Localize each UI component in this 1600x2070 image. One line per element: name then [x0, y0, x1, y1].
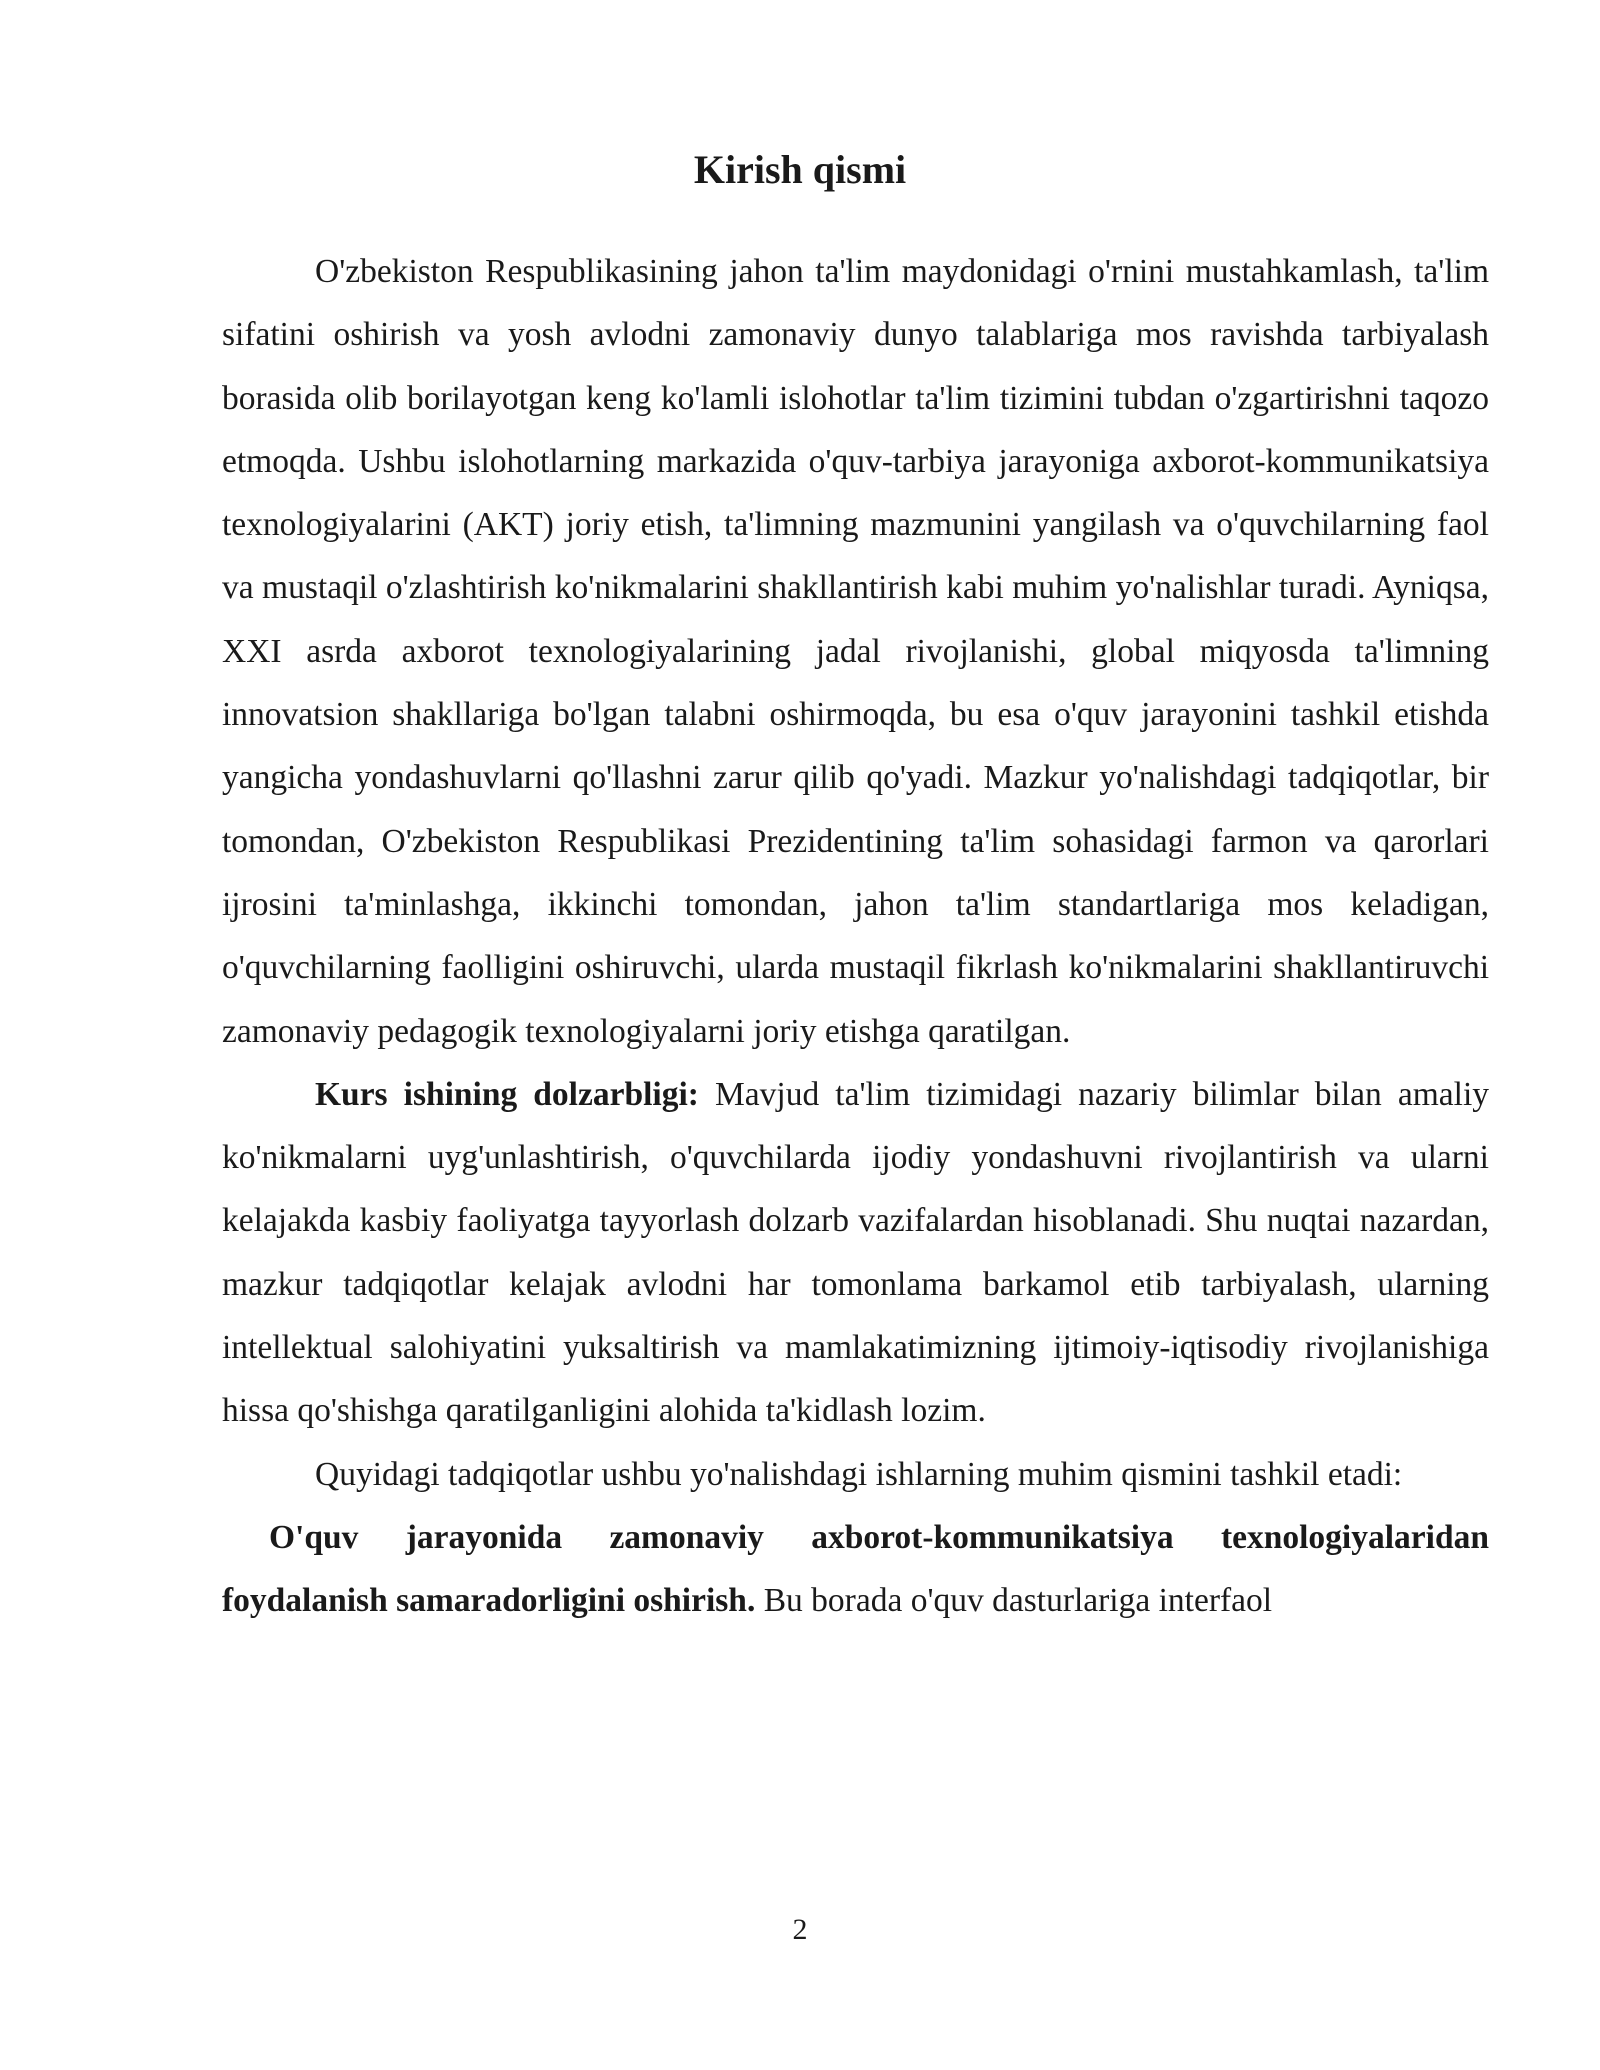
paragraph-relevance: [222, 1063, 1489, 1443]
research-list-intro-text: Quyidagi tadqiqotlar ushbu yo'nalishdagi ishlarning muhim qismini tashkil etadi:: [315, 1455, 1403, 1493]
relevance-text: Mavjud ta'lim tizimidagi nazariy bilimlar bilan amaliy ko'nikmalarni uyg'unlashtirish, o'quvchilarda ijodiy yondashuvni rivojlantirish va ularni kelajakda kasbiy faoliyatga tayyorlash dolzarb vazifalardan hisoblanadi. Shu nuqtai nazardan, mazkur tadqiqotlar kelajak avlodni har tomonlama barkamol etib tarbiyalash, ularning intellektual salohiyatini yuksaltirish va mamlakatimizning ijtimoiy-iqtisodiy rivojlanishiga hissa qo'shishga qaratilganligini alohida ta'kidlash lozim.: [222, 1075, 1489, 1430]
relevance-heading: Kurs ishining dolzarbligi:: [315, 1075, 699, 1113]
paragraph-introduction-text: O'zbekiston Respublikasining jahon ta'lim maydonidagi o'rnini mustahkamlash, ta'lim sifatini oshirish va yosh avlodni zamonaviy dunyo talablariga mos ravishda tarbiyalash borasida olib borilayotgan keng ko'lamli islohotlar ta'lim tizimini tubdan o'zgartirishni taqozo etmoqda. Ushbu islohotlarning markazida o'quv-tarbiya jarayoniga axborot-kommunikatsiya texnologiyalarini (AKT) joriy etish, ta'limning mazmunini yangilash va o'quvchilarning faol va mustaqil o'zlashtirish ko'nikmalarini shakllantirish kabi muhim yo'nalishlar turadi. Ayniqsa, XXI asrda axborot texnologiyalarining jadal rivojlanishi, global miqyosda ta'limning innovatsion shakllariga bo'lgan talabni oshirmoqda, bu esa o'quv jarayonini tashkil etishda yangicha yondashuvlarni qo'llashni zarur qilib qo'yadi. Mazkur yo'nalishdagi tadqiqotlar, bir tomondan, O'zbekiston Respublikasi Prezidentining ta'lim sohasidagi farmon va qarorlari ijrosini ta'minlashga, ikkinchi tomondan, jahon ta'lim standartlariga mos keladigan, o'quvchilarning faolligini oshiruvchi, ularda mustaqil fikrlash ko'nikmalarini shakllantiruvchi zamonaviy pedagogik texnologiyalarni joriy etishga qaratilgan.: [222, 253, 1489, 1050]
page-title: Kirish qismi: [693, 147, 907, 192]
ict-effectiveness-text: Bu borada o'quv dasturlariga interfaol: [763, 1582, 1273, 1620]
paragraph-introduction: [222, 240, 1489, 1063]
document-body: [222, 240, 1489, 1633]
paragraph-ict-effectiveness: [222, 1506, 1489, 1633]
page-number: 2: [792, 1913, 808, 1946]
paragraph-research-list-intro: [222, 1443, 1489, 1506]
ict-effectiveness-heading: O'quv jarayonida zamonaviy axborot-kommunikatsiya texnologiyalaridan foydalanish samaradorligini oshirish.: [222, 1518, 1489, 1620]
